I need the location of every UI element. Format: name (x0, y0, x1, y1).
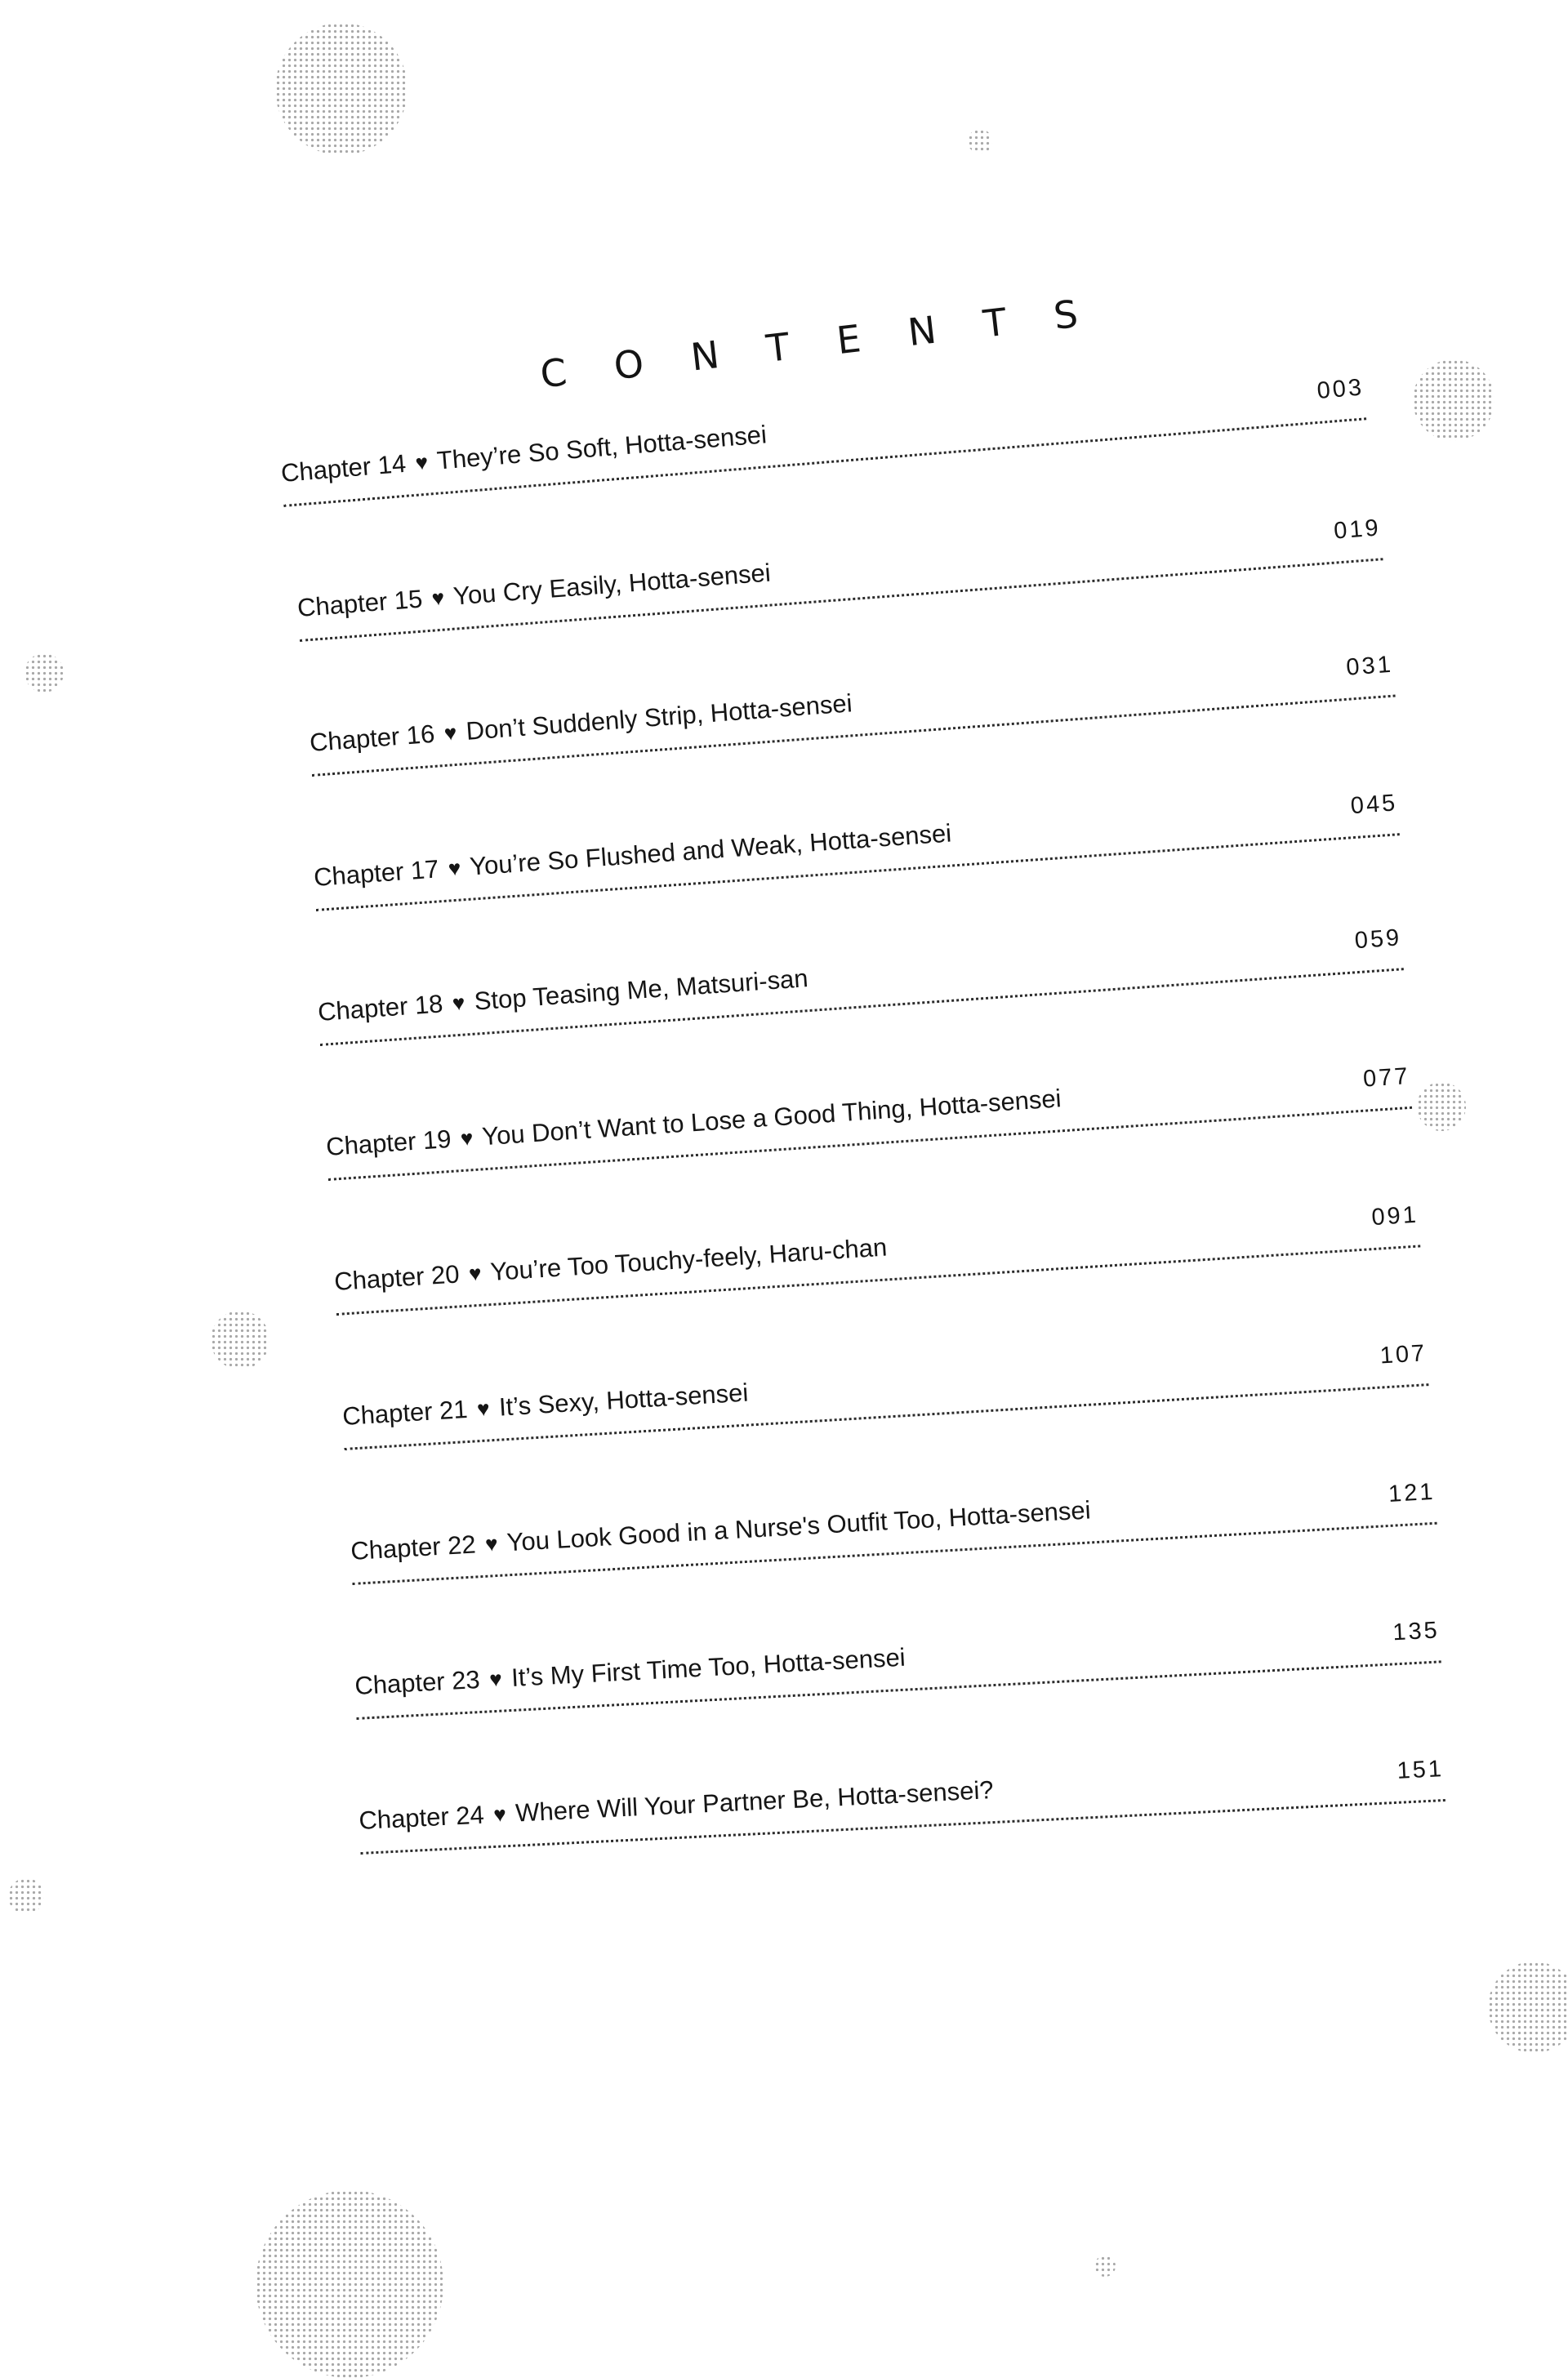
toc-entry-title[interactable]: Chapter 17 ♥ You’re So Flushed and Weak, Hotta-sensei (313, 818, 953, 892)
toc-entry-title[interactable]: Chapter 15 ♥ You Cry Easily, Hotta-sensei (296, 558, 772, 622)
heart-icon: ♥ (484, 1530, 499, 1556)
toc-entry-page-number: 091 (1370, 1201, 1419, 1231)
page-title: C O N T E N T S (537, 289, 1098, 397)
toc-entry-title[interactable]: Chapter 22 ♥ You Look Good in a Nurse's Outfit Too, Hotta-sensei (350, 1495, 1092, 1565)
toc-entry-page-number: 135 (1392, 1617, 1441, 1646)
toc-entry-title[interactable]: Chapter 16 ♥ Don’t Suddenly Strip, Hotta-sensei (308, 688, 853, 757)
heart-icon: ♥ (447, 855, 462, 881)
halftone-dot-top-right (1413, 359, 1494, 441)
halftone-dot-bottom-center (1094, 2256, 1116, 2277)
toc-entry-title[interactable]: Chapter 19 ♥ You Don’t Want to Lose a Good Thing, Hotta-sensei (325, 1084, 1062, 1161)
heart-icon: ♥ (492, 1801, 507, 1827)
heart-icon: ♥ (476, 1396, 491, 1422)
toc-entry-page-number: 019 (1333, 514, 1382, 545)
toc-entry-page-number: 151 (1396, 1755, 1445, 1784)
halftone-dot-bottom-left (256, 2190, 443, 2378)
toc-entry-page-number: 059 (1353, 924, 1403, 954)
toc-entry-title[interactable]: Chapter 18 ♥ Stop Teasing Me, Matsuri-san (317, 964, 809, 1026)
toc-entry-page-number: 077 (1362, 1062, 1411, 1093)
toc-entry-title[interactable]: Chapter 23 ♥ It’s My First Time Too, Hotta-sensei (354, 1642, 906, 1700)
toc-entry-page-number: 107 (1379, 1339, 1428, 1369)
toc-entry-page-number: 121 (1388, 1478, 1437, 1507)
toc-entry-page-number: 045 (1349, 789, 1399, 819)
toc-entry-title[interactable]: Chapter 21 ♥ It’s Sexy, Hotta-sensei (341, 1378, 750, 1431)
toc-entry-inner (280, 370, 1367, 506)
toc-entry-title[interactable]: Chapter 14 ♥ They’re So Soft, Hotta-sensei (279, 420, 768, 488)
heart-icon: ♥ (414, 449, 430, 475)
heart-icon: ♥ (488, 1666, 503, 1692)
halftone-dot-top-center (968, 129, 992, 154)
heart-icon: ♥ (430, 585, 446, 611)
toc-entry[interactable] (0, 1755, 1568, 1939)
table-of-contents (0, 374, 1568, 1939)
halftone-dot-bottom-right (1488, 1962, 1568, 2053)
heart-icon: ♥ (468, 1260, 483, 1286)
heart-icon: ♥ (459, 1125, 474, 1151)
toc-entry-title[interactable]: Chapter 20 ♥ You’re Too Touchy-feely, Haru-chan (333, 1232, 889, 1296)
toc-entry-page-number: 031 (1345, 651, 1394, 681)
toc-entry-page-number: 003 (1316, 374, 1365, 404)
halftone-dot-top-left (275, 23, 408, 155)
toc-entry-title[interactable]: Chapter 24 ♥ Where Will Your Partner Be, Hotta-sensei? (358, 1775, 995, 1835)
heart-icon: ♥ (443, 719, 458, 746)
heart-icon: ♥ (451, 990, 466, 1016)
